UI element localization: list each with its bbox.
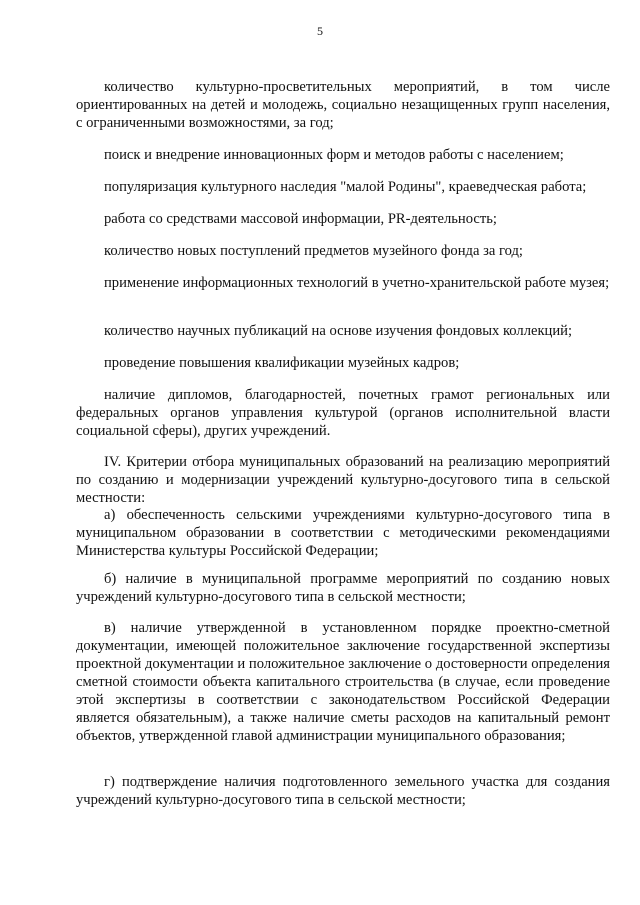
paragraph-information-technologies: применение информационных технологий в учетно-хранительской работе музея; <box>104 275 610 291</box>
paragraph-heritage-popularization: популяризация культурного наследия "малой Родины", краеведческая работа; <box>104 179 587 195</box>
paragraph-staff-qualification: проведение повышения квалификации музейных кадров; <box>104 355 460 371</box>
paragraph-diplomas-awards: наличие дипломов, благодарностей, почетных грамот региональных или федеральных органов управления культурой (органов исполнительной власти социальной сферы), других учреждений. <box>76 387 610 439</box>
paragraph-criterion-a: а) обеспеченность сельскими учреждениями культурно-досугового типа в муниципальном образовании в соответствии с методическими рекомендациями Министерства культуры Российской Федерации; <box>76 507 610 559</box>
paragraph-scientific-publications: количество научных публикаций на основе изучения фондовых коллекций; <box>104 323 573 339</box>
paragraph-innovative-forms: поиск и внедрение инновационных форм и методов работы с населением; <box>104 147 564 163</box>
paragraph-criterion-g: г) подтверждение наличия подготовленного земельного участка для создания учреждений культурно-досугового типа в сельской местности; <box>76 774 610 808</box>
paragraph-media-pr: работа со средствами массовой информации, PR-деятельность; <box>104 211 497 227</box>
paragraph-criterion-b: б) наличие в муниципальной программе мероприятий по созданию новых учреждений культурно-досугового типа в сельской местности; <box>76 571 610 605</box>
paragraph-criterion-v: в) наличие утвержденной в установленном порядке проектно-сметной документации, имеющей положительное заключение государственной экспертизы проектной документации и положительное заключение о достоверности определения сметной стоимости объекта капитального строительства (в случае, если проведение этой экспертизы в соответствии с законодательством Российской Федерации является обязательным), а также наличие сметы расходов на капитальный ремонт объектов, утвержденной главой администрации муниципального образования; <box>76 620 610 744</box>
section-iv-heading: IV. Критерии отбора муниципальных образований на реализацию мероприятий по созданию и модернизации учреждений культурно-досугового типа в сельской местности: <box>76 454 610 506</box>
paragraph-museum-acquisitions: количество новых поступлений предметов музейного фонда за год; <box>104 243 523 259</box>
paragraph-cultural-events: количество культурно-просветительных мероприятий, в том числе ориентированных на детей и молодежь, социально незащищенных групп населения, с ограниченными возможностями, за год; <box>76 79 610 131</box>
page-number: 5 <box>317 24 323 38</box>
